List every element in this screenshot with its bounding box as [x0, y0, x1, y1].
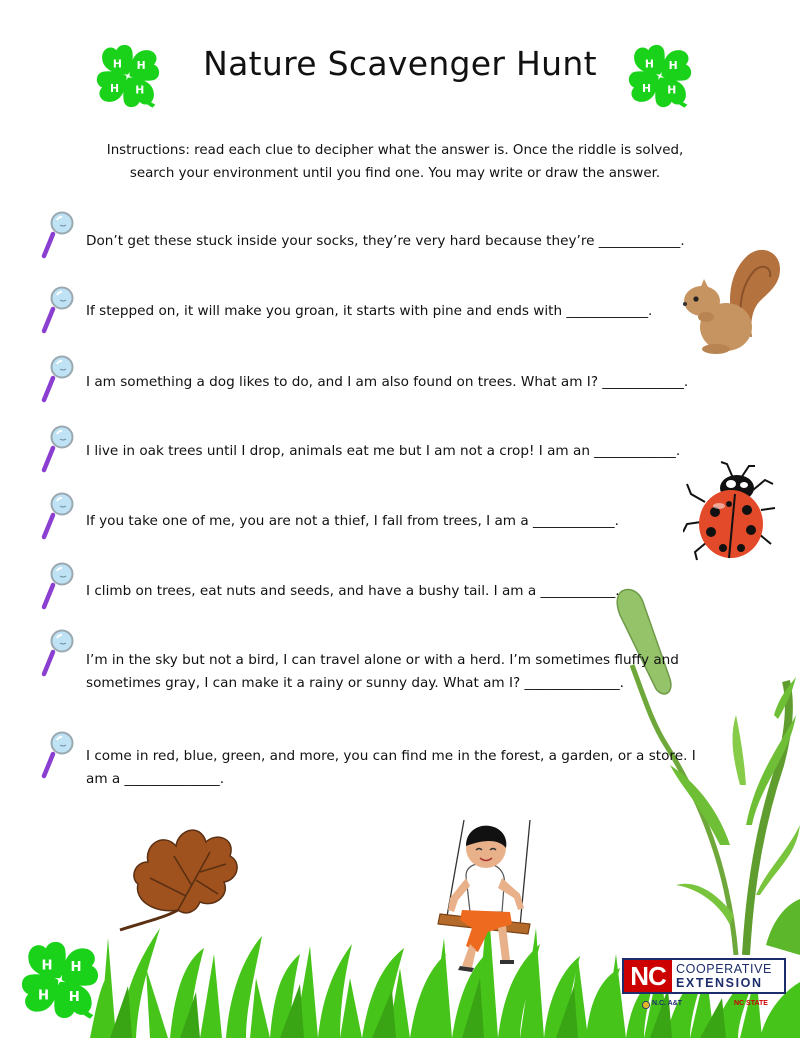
logo-box	[622, 958, 786, 994]
logo-ncstate: NC STATE	[734, 1000, 768, 1007]
svg-text:H: H	[110, 81, 120, 95]
logo-ncat: N.C. A&T	[652, 1000, 683, 1007]
clue-4	[86, 440, 680, 463]
nc-cooperative-extension-logo	[622, 958, 786, 1024]
clue-4-text: I live in oak trees until I drop, animals eat me but I am not a crop! I am an ____________.	[86, 443, 681, 459]
clue-8	[86, 745, 696, 791]
instructions	[90, 139, 700, 185]
magnifying-glass-icon	[38, 424, 78, 474]
magnifying-glass-icon	[38, 628, 78, 678]
magnifying-glass-icon	[38, 491, 78, 541]
magnifying-glass-icon	[38, 285, 78, 335]
clue-5	[86, 510, 619, 533]
clue-3	[86, 371, 688, 394]
logo-nc-mark: NC	[624, 960, 672, 992]
clue-8-line-1: I come in red, blue, green, and more, you can find me in the forest, a garden, or a store. I	[86, 748, 696, 764]
clue-2-text: If stepped on, it will make you groan, it starts with pine and ends with ____________.	[86, 303, 653, 319]
svg-text:H: H	[112, 57, 122, 71]
clue-1	[86, 230, 685, 253]
svg-text:H: H	[70, 960, 82, 976]
clue-6	[86, 580, 620, 603]
4h-clover-icon	[624, 40, 696, 112]
logo-line-2: EXTENSION	[676, 976, 763, 990]
university-seal-icon	[642, 1000, 650, 1010]
clue-6-text: I climb on trees, eat nuts and seeds, and have a bushy tail. I am a ___________.	[86, 583, 620, 599]
clue-1-text: Don’t get these stuck inside your socks, they’re very hard because they’re ____________.	[86, 233, 685, 249]
page-title: Nature Scavenger Hunt	[203, 44, 597, 83]
svg-text:H: H	[136, 58, 146, 72]
clue-2	[86, 300, 652, 323]
clue-8-line-2: am a ______________.	[86, 771, 225, 787]
instructions-line-2: search your environment until you find one. You may write or draw the answer.	[129, 166, 661, 181]
magnifying-glass-icon	[38, 730, 78, 780]
svg-text:H: H	[667, 83, 677, 97]
clue-7-line-1: I’m in the sky but not a bird, I can travel alone or with a herd. I’m sometimes fluffy and	[86, 652, 679, 668]
svg-text:H: H	[135, 83, 145, 97]
svg-text:H: H	[41, 958, 53, 974]
clue-7-line-2: sometimes gray, I can make it a rainy or sunny day. What am I? ______________.	[86, 675, 625, 691]
instructions-line-1: Instructions: read each clue to decipher what the answer is. Once the riddle is solved,	[106, 143, 684, 158]
clue-3-text: I am something a dog likes to do, and I am also found on trees. What am I? ____________.	[86, 374, 689, 390]
magnifying-glass-icon	[38, 210, 78, 260]
4h-clover-icon	[92, 40, 164, 112]
boy-on-swing-icon	[436, 820, 540, 980]
clue-7	[86, 649, 679, 695]
logo-line-1: COOPERATIVE	[676, 962, 772, 976]
squirrel-icon	[676, 245, 786, 357]
svg-text:H: H	[642, 81, 652, 95]
svg-text:H: H	[38, 988, 50, 1004]
svg-text:H: H	[644, 57, 654, 71]
clue-5-text: If you take one of me, you are not a thief, I fall from trees, I am a ____________.	[86, 513, 619, 529]
ladybug-icon	[683, 460, 779, 564]
magnifying-glass-icon	[38, 561, 78, 611]
svg-text:H: H	[668, 58, 678, 72]
svg-text:H: H	[68, 990, 80, 1006]
magnifying-glass-icon	[38, 354, 78, 404]
4h-clover-icon	[16, 936, 104, 1024]
